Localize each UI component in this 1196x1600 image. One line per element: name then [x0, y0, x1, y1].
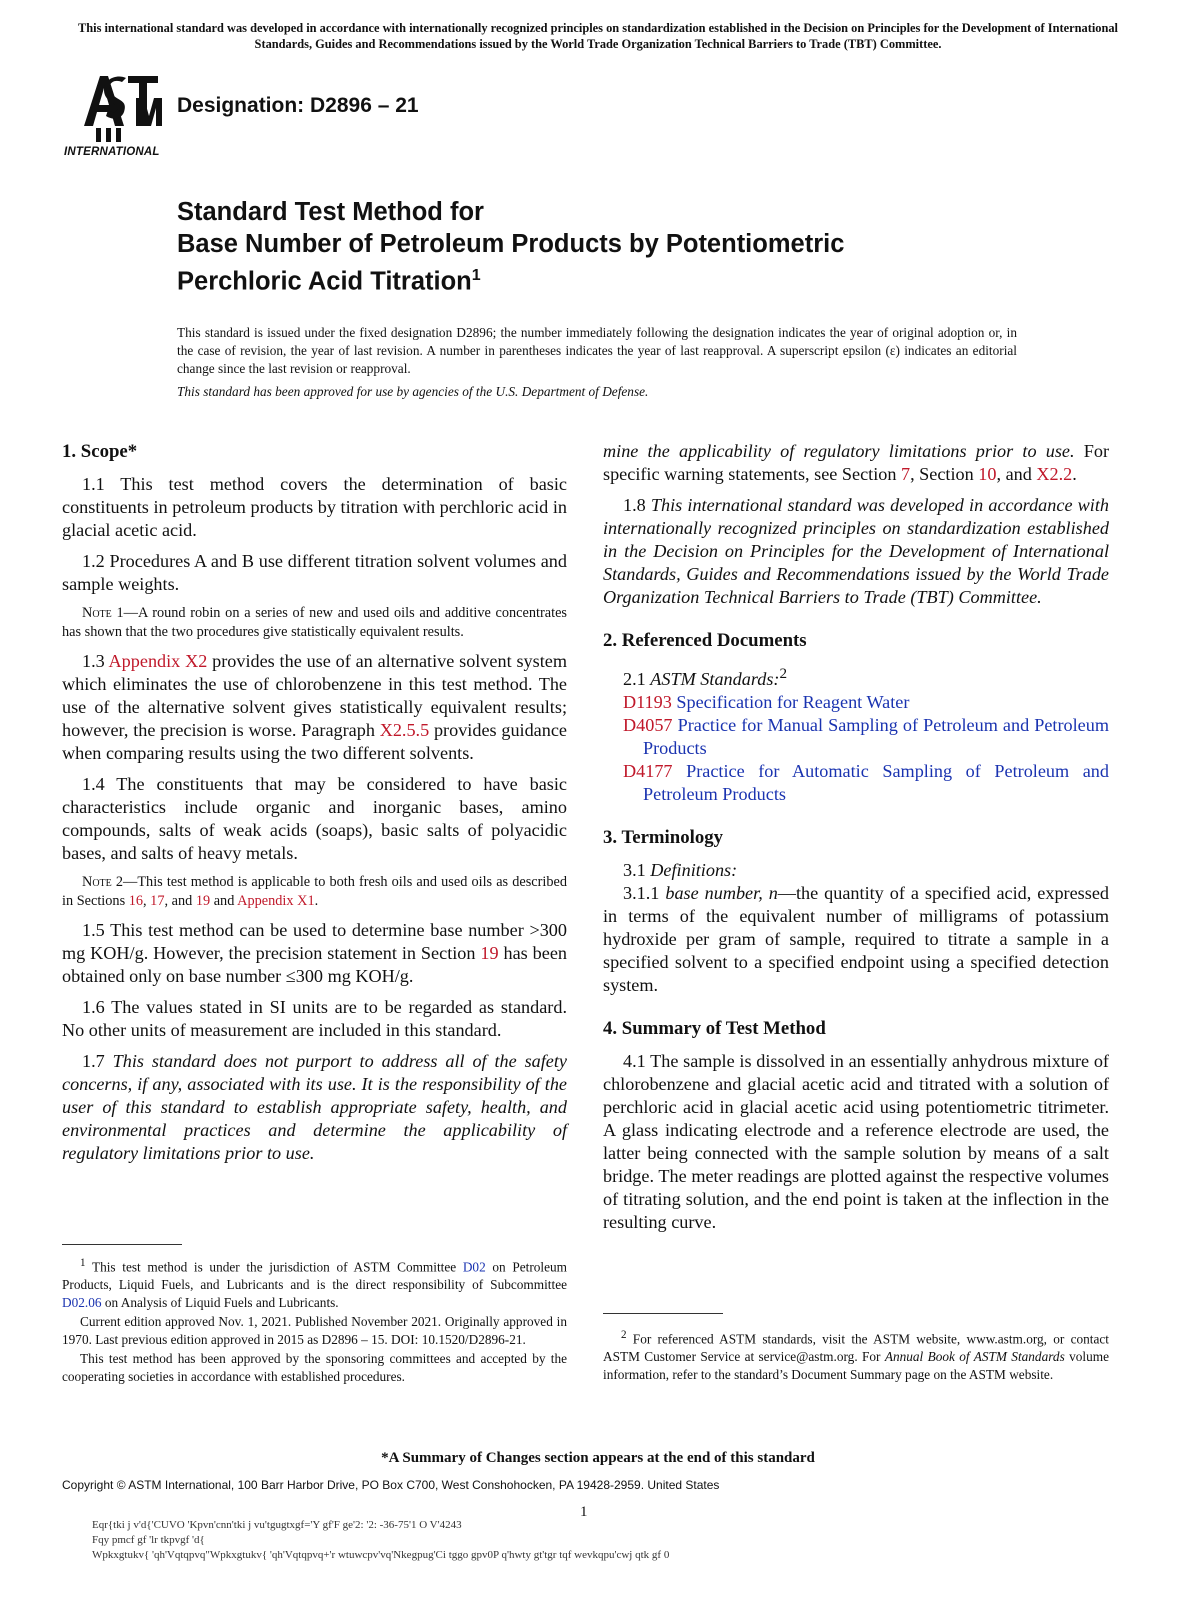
footnote-1: $^1$ This test method is under the jurisdiction of ASTM Committee D02 on Petroleum Products, Liquid Fuels, and Lubricants and is the direct responsibility of Subcommittee D02.06 on Analysis of Liquid Fuels and Lubricants.	[62, 1257, 567, 1311]
link-appendix-x2[interactable]: Appendix X2	[108, 651, 208, 671]
para-4-1: 4.1 The sample is dissolved in an essentially anhydrous mixture of chlorobenzene and glacial acetic acid and titrated with a solution of perchloric acid in glacial acetic acid using potentiometric titrimeter. A glass indicating electrode and a reference electrode are used, the latter being connected with the sample solution by means of a salt bridge. The meter readings are plotted against the respective volumes of titrating solution, and the end point is taken at the inflection in the resulting curve.	[603, 1051, 1109, 1233]
para-1-8: 1.8 This international standard was developed in accordance with internationally recognized principles on standardization established in the Decision on Principles for the Development of International Standards, Guides and Recommendations issued by the World Trade Organization Technical Barriers to Trade (TBT) Committee.	[603, 495, 1110, 607]
section-3-heading: 3. Terminology	[603, 827, 724, 849]
footnote-1-approval: This test method has been approved by the sponsoring committees and accepted by the cooperating societies in accordance with established procedures.	[62, 1351, 567, 1385]
summary-of-changes-notice: *A Summary of Changes section appears at the end of this standard	[381, 1450, 815, 1466]
link-appendix-x1[interactable]: Appendix X1	[237, 893, 315, 909]
right-column	[603, 440, 1109, 1242]
link-section-7[interactable]: 7	[900, 464, 911, 484]
dod-approval-note: This standard has been approved for use by agencies of the U.S. Department of Defense.	[177, 384, 649, 399]
footnote-1-edition: Current edition approved Nov. 1, 2021. Published November 2021. Originally approved in 1970. Last previous edition approved in 2015 as D2896 – 15. DOI: 10.1520/D2896-21.	[62, 1314, 567, 1348]
footnote-2-ref[interactable]: 2	[779, 665, 788, 682]
left-column	[62, 440, 567, 1163]
link-x2-5-5[interactable]: X2.5.5	[379, 720, 430, 740]
footnotes-right	[603, 1326, 1109, 1385]
title-line-2: Base Number of Petroleum Products by Potentiometric	[177, 230, 845, 258]
designation: Designation: D2896 – 21	[177, 94, 419, 117]
para-1-6: 1.6 The values stated in SI units are to be regarded as standard. No other units of measurement are included in this standard.	[62, 997, 567, 1040]
ref-d4177[interactable]: D4177 Practice for Automatic Sampling of Petroleum and Petroleum Products	[623, 761, 1109, 805]
link-section-17[interactable]: 17	[150, 893, 165, 909]
footnotes-left	[62, 1254, 567, 1387]
footnote-rule-left	[62, 1244, 182, 1245]
para-3-1-1: 3.1.1 base number, n—the quantity of a specified acid, expressed in terms of the equivalent number of milligrams of potassium hydroxide per gram of sample, required to titrate a sample in a specified solvent to a specified endpoint using a specified detection system.	[603, 883, 1109, 996]
note-2: Note 2—This test method is applicable to both fresh oils and used oils as described in Sections 16, 17, and 19 and Appendix X1.	[62, 874, 567, 909]
para-1-3: 1.3 Appendix X2 provides the use of an alternative solvent system which eliminates the use of chlorobenzene in this test method. The use of the alternative solvent gives statistically equivalent results; however, the precision is worse. Paragraph X2.5.5 provides guidance when comparing results using the two different solvents.	[62, 651, 567, 763]
link-section-19[interactable]: 19	[195, 893, 211, 909]
section-1-heading: 1. Scope*	[62, 441, 138, 462]
logo-text: INTERNATIONAL	[64, 146, 160, 158]
link-section-16[interactable]: 16	[128, 893, 144, 909]
para-1-2: 1.2 Procedures A and B use different titration solvent volumes and sample weights.	[62, 551, 567, 594]
link-d02-06[interactable]: D02.06	[62, 1295, 102, 1311]
astm-logo-icon	[62, 68, 168, 164]
para-3-1: 3.1 Definitions:	[623, 860, 738, 881]
license-stamp-line-1: Eqr{tki j v'd{'CUVO 'Kpvn'cnn'tki j vu'tgugtxgf='Y gf'F ge'2: '2: -36-75'1 O V'4243	[92, 1519, 462, 1531]
issuance-paragraph: This standard is issued under the fixed designation D2896; the number immediately following the designation indicates the year of original adoption or, in the case of revision, the year of last revision. A number in parentheses indicates the year of last reapproval. A superscript epsilon (ε) indicates an editorial change since the last revision or reapproval.	[177, 325, 1017, 376]
top-notice: This international standard was developed in accordance with internationally recognized principles on standardization established in the Decision on Principles for the Development of International Standards, Guides and Recommendations issued by the World Trade Organization Technical Barriers to Trade (TBT) Committee.	[77, 21, 1119, 51]
para-1-4: 1.4 The constituents that may be considered to have basic characteristics include organic and inorganic bases, amino compounds, salts of weak acids (soaps), basic salts of polyacidic bases, and salts of heavy metals.	[62, 774, 567, 863]
link-d02[interactable]: D02	[462, 1259, 486, 1275]
title-footnote-ref[interactable]: 1	[471, 267, 481, 284]
para-1-7-part-a: 1.7 This standard does not purport to address all of the safety concerns, if any, associated with its use. It is the responsibility of the user of this standard to establish appropriate safety, health, and environmental practices and determine the applicability of regulatory limitations prior to use.	[62, 1051, 567, 1163]
note-1: Note 1—A round robin on a series of new and used oils and additive concentrates has shown that the two procedures give statistically equivalent results.	[62, 605, 567, 640]
section-2-heading: 2. Referenced Documents	[603, 630, 807, 651]
license-stamp	[92, 1518, 669, 1563]
footnote-2: $^2$ For referenced ASTM standards, visit the ASTM website, www.astm.org, or contact ASTM Customer Service at service@astm.org. For Annual Book of ASTM Standards volume information, refer to the standard’s Document Summary page on the ASTM website.	[603, 1329, 1109, 1383]
title-line-1: Standard Test Method for	[177, 198, 484, 226]
link-x2-2[interactable]: X2.2	[1036, 464, 1073, 484]
ref-d1193[interactable]: D1193 Specification for Reagent Water	[623, 692, 910, 713]
ref-d4057[interactable]: D4057 Practice for Manual Sampling of Petroleum and Petroleum Products	[623, 715, 1109, 759]
link-section-19-precision[interactable]: 19	[480, 943, 499, 963]
section-4-heading: 4. Summary of Test Method	[603, 1018, 826, 1040]
para-1-7-part-b: mine the applicability of regulatory limitations prior to use. For specific warning statements, see Section 7, Section 10, and X2.2.	[603, 441, 1109, 484]
footnote-rule-right	[603, 1313, 723, 1314]
license-stamp-line-2: Fqy pmcf gf 'lr tkpvgf 'd{	[92, 1534, 205, 1546]
para-1-1: 1.1 This test method covers the determination of basic constituents in petroleum products by titration with perchloric acid in glacial acetic acid.	[62, 474, 567, 540]
license-stamp-line-3: Wpkxgtukv{ 'qh'Vqtqpvq"Wpkxgtukv{ 'qh'Vqtqpvq+'r wtuwcpv'vq'Nkegpug'Ci tggo gpv0P q'hwty gt'tgr tqf wevkqpu'cwj qtk gf 0	[92, 1549, 670, 1561]
page-number: 1	[580, 1504, 588, 1520]
link-section-10[interactable]: 10	[978, 464, 997, 484]
document-title	[177, 196, 1077, 298]
para-2-1: 2.1 ASTM Standards:$^2$	[623, 665, 788, 690]
title-line-3: Perchloric Acid Titration$^1$	[177, 267, 481, 296]
copyright-line: Copyright © ASTM International, 100 Barr Harbor Drive, PO Box C700, West Conshohocken, PA 19428-2959. United States	[62, 1478, 720, 1492]
para-1-5: 1.5 This test method can be used to determine base number >300 mg KOH/g. However, the precision statement in Section 19 has been obtained only on base number ≤300 mg KOH/g.	[62, 920, 567, 986]
